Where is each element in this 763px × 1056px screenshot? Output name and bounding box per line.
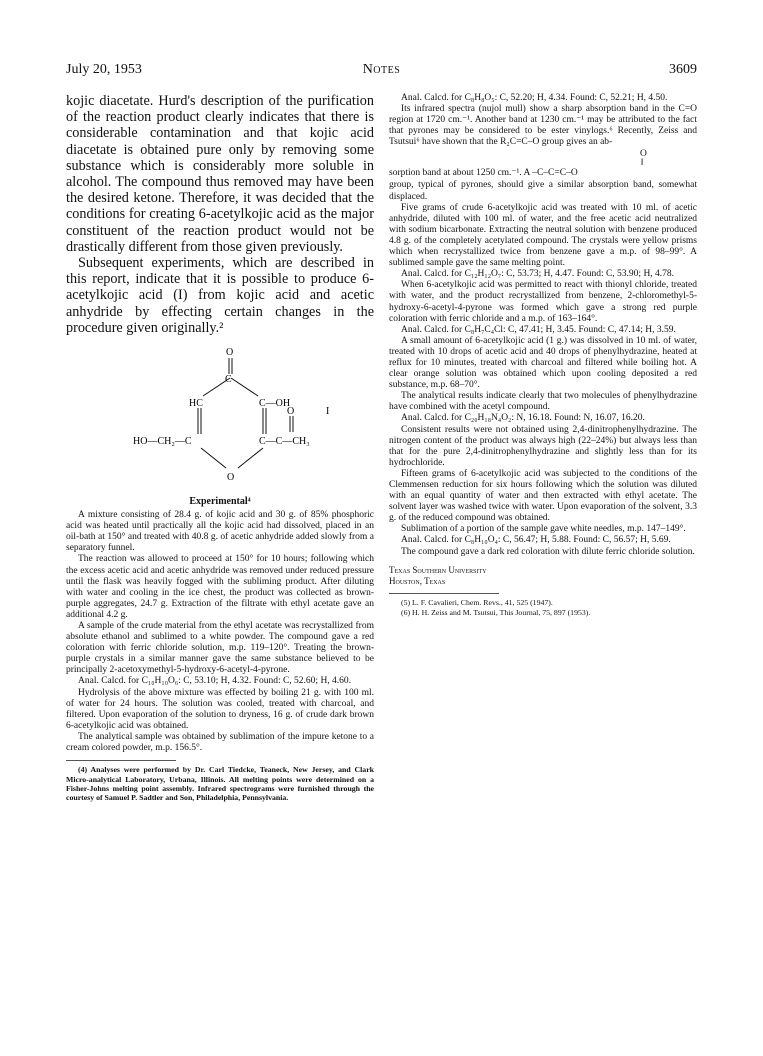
page-header bbox=[66, 62, 697, 80]
affiliation-university: Texas Southern University bbox=[389, 564, 487, 575]
experimental-paragraph-3: A sample of the crude material from the ethyl acetate was recrystallized from absolute ethanol and sublimed to a white powder. The compound gave a red coloration with ferric chloride solution, m.p. 119–120°. Treating the brown-purple crystals in a similar manner gave the same substance believed to be principally 2-acetoxymethyl-5-hydroxy-6-acetyl-4-pyrone. bbox=[66, 620, 374, 676]
svg-text:C: C bbox=[225, 374, 232, 386]
experimental-paragraph-1: A mixture consisting of 28.4 g. of kojic acid and 30 g. of 85% phosphoric acid was heated until practically all the kojic acid had dissolved, placed in an oil-bath at 150° and treated with 40.8 g. of acetic anhydride added slowly from a separatory funnel. bbox=[66, 510, 374, 554]
references-divider bbox=[389, 593, 499, 594]
structure-o-ring: O bbox=[227, 472, 235, 484]
structure-o-top: O bbox=[226, 347, 234, 359]
header-page-number: 3609 bbox=[669, 62, 697, 77]
structure-o-acetyl: O bbox=[287, 406, 295, 418]
structure-label: I bbox=[326, 406, 330, 418]
left-column bbox=[66, 93, 374, 803]
experimental-paragraph-2: The reaction was allowed to proceed at 150° for 10 hours; following which the excess acetic acid and acetic anhydride was removed under reduced pressure until the flask was heavily fogged with the subliming product. After diluting with water and cooling in the ice chest, the product was collected as brown-purple aggregates, 24.7 g. Extraction of the filtrate with ethyl acetate gave an additional 4.2 g. bbox=[66, 554, 374, 620]
paragraph-phenylhydrazine: A small amount of 6-acetylkojic acid (1 g.) was dissolved in 10 ml. of water, treated with 10 drops of acetic acid and 40 drops of phenylhydrazine, heated at reflux for 10 minutes, treated with charcoal and filtered while boiling hot. A clear orange solution was obtained which upon cooling deposited a red substance, m.p. 68–70°. bbox=[389, 335, 697, 391]
intro-paragraph-1: kojic diacetate. Hurd's description of the purification of the reaction product clearly indicates that there is considerable contamination and that kojic acid diacetate is obtained pure only by removing some substance which is considerably more soluble in alcohol. The compound thus removed may have been the desired ketone. Therefore, it was decided that the conditions for creating 6-acetylkojic acid as the major constituent of the reaction product would not be drastically different from those given previously. bbox=[66, 93, 374, 255]
intro-paragraph-2: Subsequent experiments, which are described in this report, indicate that it is possible to produce 6-acetylkojic acid (I) from kojic acid and acetic anhydride by effecting certain changes in the procedure given originally.² bbox=[66, 255, 374, 336]
paragraph-sublimation: Sublimation of a portion of the sample gave white needles, m.p. 147–149°. bbox=[401, 524, 686, 535]
structure-c-c-ch3: C—C—CH₃ bbox=[259, 436, 310, 448]
right-column bbox=[389, 93, 697, 619]
reference-6: (6) H. H. Zeiss and M. Tsutsui, This Journal, 75, 897 (1953). bbox=[401, 608, 591, 618]
affiliation-city: Houston, Texas bbox=[389, 575, 446, 586]
footnote-divider bbox=[66, 760, 176, 761]
analysis-6: Anal. Calcd. for C₈H₁₀O₄: C, 56.47; H, 5.88. Found: C, 56.57; H, 5.69. bbox=[401, 535, 671, 546]
paragraph-acetylation: Five grams of crude 6-acetylkojic acid was treated with 10 ml. of acetic anhydride, diluted with 100 ml. of water, and the free acetic acid neutralized with sodium bicarbonate. Extracting the neutral solution with benzene produced 4.8 g. of the completely acetylated compound. The crystals were yellow prisms which when recrystallized twice from benzene gave a m.p. of 98–99°. A sublimed sample gave the same melting point. bbox=[389, 202, 697, 269]
header-section: Notes bbox=[362, 62, 401, 77]
paragraph-analytical-results: The analytical results indicate clearly that two molecules of phenylhydrazine have combined with the acetyl compound. bbox=[389, 391, 697, 413]
references bbox=[389, 598, 697, 618]
analysis-1: Anal. Calcd. for C₁₀H₁₀O₆: C, 53.10; H, 4.32. Found: C, 52.60; H, 4.60. bbox=[78, 676, 352, 687]
infrared-paragraph-1: Its infrared spectra (nujol mull) show a sharp absorption band in the C=O region at 1720 cm.⁻¹. Another band at 1230 cm.⁻¹ may be attributed to the fact that pyrones may be considered to be ester vinylogs.⁶ Recently, Zeiss and Tsutsui⁶ have shown that the R₂C=C–O group gives an ab- bbox=[389, 104, 697, 148]
analysis-2: Anal. Calcd. for C₈H₈O₅: C, 52.20; H, 4.34. Found: C, 52.21; H, 4.50. bbox=[401, 93, 668, 103]
affiliation bbox=[389, 565, 697, 587]
paragraph-dinitrophenylhydrazine: Consistent results were not obtained using 2,4-dinitrophenylhydrazine. The nitrogen content of the product was always high (22–24%) but always less than that for the pure 2,4-dinitrophenylhydrazine and slightly less than for its hydrochloride. bbox=[389, 424, 697, 468]
structure-c-oh: C—OH bbox=[259, 398, 291, 410]
experimental-heading: Experimental⁴ bbox=[189, 496, 251, 508]
structure-ho-ch2: HO—CH₂—C bbox=[133, 436, 192, 448]
analysis-5: Anal. Calcd. for C₂₀H₁₈N₄O₂: N, 16.18. Found: N, 16.07, 16.20. bbox=[401, 413, 645, 424]
footnote-4: (4) Analyses were performed by Dr. Carl Tiedcke, Teaneck, New Jersey, and Clark Micro-analytical Laboratory, Urbana, Illinois. All melting points were determined on a Fisher-Johns melting point assembly. Infrared spectrograms were furnished through the courtesy of Samuel P. Sadtler and Son, Philadelphia, Pennsylvania. bbox=[66, 765, 374, 803]
paragraph-thionyl-chloride: When 6-acetylkojic acid was permitted to react with thionyl chloride, treated with water, and the product recrystallized from benzene, 2-chloromethyl-5-hydroxy-6-acetyl-4-pyrone was formed which gave a strong red purple coloration with ferric chloride and a m.p. of 163–164°. bbox=[389, 280, 697, 324]
experimental-paragraph-4: Hydrolysis of the above mixture was effected by boiling 21 g. with 100 ml. of water for 24 hours. The solution was cooled, treated with charcoal, and filtered. Upon evaporation of the solution to dryness, 16 g. of crude dark brown 6-acetylkojic acid was obtained. bbox=[66, 687, 374, 731]
formula-o: O bbox=[640, 149, 647, 160]
formula-line: sorption band at about 1250 cm.⁻¹. A –C–C=C–O bbox=[389, 168, 578, 179]
structure-svg bbox=[66, 344, 374, 492]
structure-diagram-6-acetylkojic-acid bbox=[66, 344, 374, 492]
experimental-paragraph-5: The analytical sample was obtained by sublimation of the impure ketone to a cream colored powder, m.p. 156.5°. bbox=[66, 731, 374, 754]
structure-hc: HC bbox=[189, 398, 203, 410]
pyrone-group-formula bbox=[389, 149, 697, 179]
paragraph-coloration: The compound gave a dark red coloration with dilute ferric chloride solution. bbox=[401, 546, 695, 557]
reference-5: (5) L. F. Cavalieri, Chem. Revs., 41, 525 (1947). bbox=[401, 597, 553, 607]
header-date: July 20, 1953 bbox=[66, 62, 142, 77]
analysis-4: Anal. Calcd. for C₈H₇C₄Cl: C, 47.41; H, 3.45. Found: C, 47.14; H, 3.59. bbox=[401, 324, 676, 335]
paragraph-clemmensen: Fifteen grams of 6-acetylkojic acid was subjected to the conditions of the Clemmensen reduction for six hours following which the solution was diluted with an equal quantity of water and then extracted with ethyl acetate. The solvent layer was washed twice with water. Upon evaporation of the solvent, 3.3 g. of the reduced compound was obtained. bbox=[389, 468, 697, 524]
infrared-paragraph-2: group, typical of pyrones, should give a similar absorption band, somewhat displaced. bbox=[389, 180, 697, 202]
analysis-3: Anal. Calcd. for C₁₂H₁₂O₇: C, 53.73; H, 4.47. Found: C, 53.90; H, 4.78. bbox=[401, 269, 675, 280]
formula-double-bond: ‖ bbox=[641, 158, 644, 169]
